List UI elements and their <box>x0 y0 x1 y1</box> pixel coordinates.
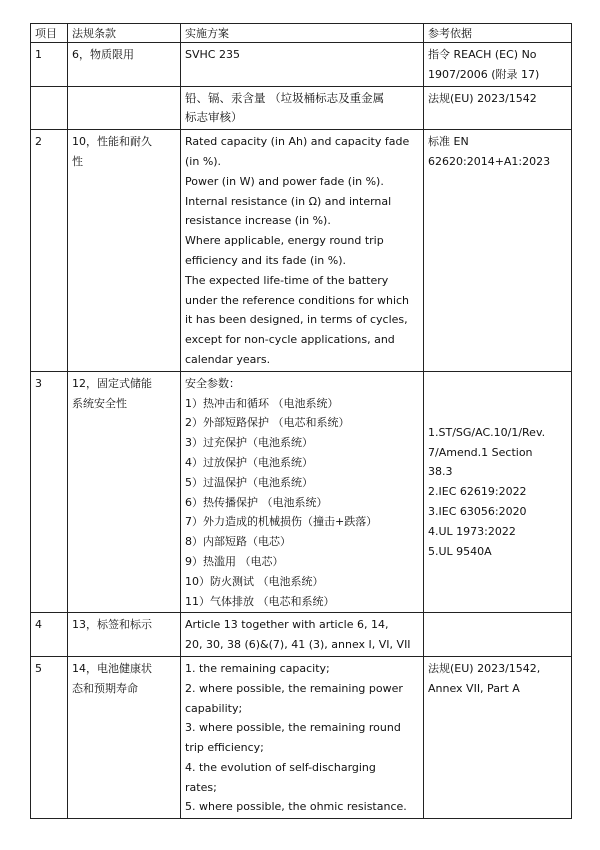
row-plan <box>181 613 424 657</box>
reference-line: 3.IEC 63056:2020 <box>428 504 527 518</box>
plan-line: Rated capacity (in Ah) and capacity fade <box>185 135 410 149</box>
header-row <box>31 24 572 43</box>
plan-line: 3. where possible, the remaining round <box>185 721 401 735</box>
plan-line: under the reference conditions for which <box>185 293 410 307</box>
clause-line: 14，电池健康状 <box>72 661 152 675</box>
plan-line: Where applicable, energy round trip <box>185 234 384 248</box>
row-clause: 6，物质限用 <box>68 43 181 87</box>
row-plan <box>181 656 424 818</box>
reference-line: 62620:2014+A1:2023 <box>428 154 551 168</box>
reference-line: 法规(EU) 2023/1542, <box>428 661 541 675</box>
plan-line: (in %). <box>185 154 222 168</box>
row-clause <box>68 130 181 372</box>
plan-line: capability; <box>185 701 243 715</box>
row-id-empty <box>31 86 68 130</box>
plan-line: efficiency and its fade (in %). <box>185 253 347 267</box>
row-plan <box>181 371 424 613</box>
row-plan <box>181 43 424 87</box>
row-reference <box>424 130 572 372</box>
header-reference: 参考依据 <box>424 24 572 43</box>
plan-line: 20, 30, 38 (6)&(7), 41 (3), annex I, VI, VII <box>185 638 411 652</box>
plan-line: 6）热传播保护 （电池系统） <box>185 495 328 509</box>
row-id: 3 <box>31 371 68 613</box>
row-id: 4 <box>31 613 68 657</box>
reference-spacer <box>428 374 567 423</box>
plan-line: trip efficiency; <box>185 741 264 755</box>
plan-line: 7）外力造成的机械损伤（撞击+跌落） <box>185 515 378 529</box>
row-reference <box>424 371 572 613</box>
clause-line: 态和预期寿命 <box>72 681 138 695</box>
row-reference <box>424 86 572 130</box>
reference-line: Annex VII, Part A <box>428 681 520 695</box>
plan-line: 铅、镉、汞含量 （垃圾桶标志及重金属 <box>185 90 385 105</box>
plan-line: 3）过充保护（电池系统） <box>185 436 313 450</box>
plan-line: Power (in W) and power fade (in %). <box>185 174 384 188</box>
table-row <box>31 613 572 657</box>
clause-line: 10，性能和耐久 <box>72 135 152 149</box>
reference-line: 2.IEC 62619:2022 <box>428 485 527 499</box>
plan-line: 2）外部短路保护 （电芯和系统） <box>185 416 350 430</box>
clause-line: 性 <box>72 154 83 168</box>
plan-line: 11）气体排放 （电芯和系统） <box>185 594 335 608</box>
reference-line: 5.UL 9540A <box>428 544 492 558</box>
plan-line: 4. the evolution of self-discharging <box>185 760 376 774</box>
reference-line: 标准 EN <box>428 135 469 149</box>
plan-line: The expected life-time of the battery <box>185 273 389 287</box>
row-clause: 13，标签和标示 <box>68 613 181 657</box>
plan-line: 标志审核） <box>185 110 243 125</box>
table-row <box>31 43 572 87</box>
clause-line: 系统安全性 <box>72 396 127 410</box>
reference-line: 1907/2006 (附录 17) <box>428 67 540 81</box>
plan-line: except for non-cycle applications, and <box>185 333 395 347</box>
row-reference <box>424 43 572 87</box>
plan-line: Internal resistance (in Ω) and internal <box>185 194 392 208</box>
header-clause: 法规条款 <box>68 24 181 43</box>
table-row <box>31 130 572 372</box>
plan-line: 安全参数： <box>185 376 240 390</box>
row-reference-empty <box>424 613 572 657</box>
plan-line: Article 13 together with article 6, 14, <box>185 618 389 632</box>
header-plan: 实施方案 <box>181 24 424 43</box>
plan-line: 1）热冲击和循环 （电池系统） <box>185 396 339 410</box>
reference-line: 1.ST/SG/AC.10/1/Rev. <box>428 425 546 439</box>
regulation-table <box>30 23 572 819</box>
plan-line: SVHC 235 <box>185 48 240 61</box>
plan-line: 10）防火测试 （电池系统） <box>185 574 324 588</box>
plan-line: rates; <box>185 780 217 794</box>
row-clause <box>68 656 181 818</box>
reference-line: 法规(EU) 2023/1542 <box>428 91 537 105</box>
reference-line: 38.3 <box>428 465 453 479</box>
table-row <box>31 371 572 613</box>
clause-line: 12，固定式储能 <box>72 376 152 390</box>
table-row <box>31 656 572 818</box>
plan-line: 1. the remaining capacity; <box>185 661 330 675</box>
plan-line: 5）过温保护（电池系统） <box>185 475 313 489</box>
row-clause <box>68 371 181 613</box>
row-reference <box>424 656 572 818</box>
reference-line: 7/Amend.1 Section <box>428 445 533 459</box>
plan-line: 9）热滥用 （电芯） <box>185 554 284 568</box>
plan-line: calendar years. <box>185 352 271 366</box>
plan-line: resistance increase (in %). <box>185 214 331 228</box>
row-plan <box>181 130 424 372</box>
row-id: 1 <box>31 43 68 87</box>
row-id: 5 <box>31 656 68 818</box>
plan-line: 5. where possible, the ohmic resistance. <box>185 800 407 814</box>
row-clause-empty <box>68 86 181 130</box>
table-row <box>31 86 572 130</box>
plan-line: 2. where possible, the remaining power <box>185 681 403 695</box>
plan-line: it has been designed, in terms of cycles, <box>185 313 408 327</box>
header-item: 项目 <box>31 24 68 43</box>
plan-line: 8）内部短路（电芯） <box>185 535 291 549</box>
reference-line: 指令 REACH (EC) No <box>428 48 537 61</box>
row-plan <box>181 86 424 130</box>
plan-line: 4）过放保护（电池系统） <box>185 455 313 469</box>
reference-line: 4.UL 1973:2022 <box>428 524 516 538</box>
row-id: 2 <box>31 130 68 372</box>
